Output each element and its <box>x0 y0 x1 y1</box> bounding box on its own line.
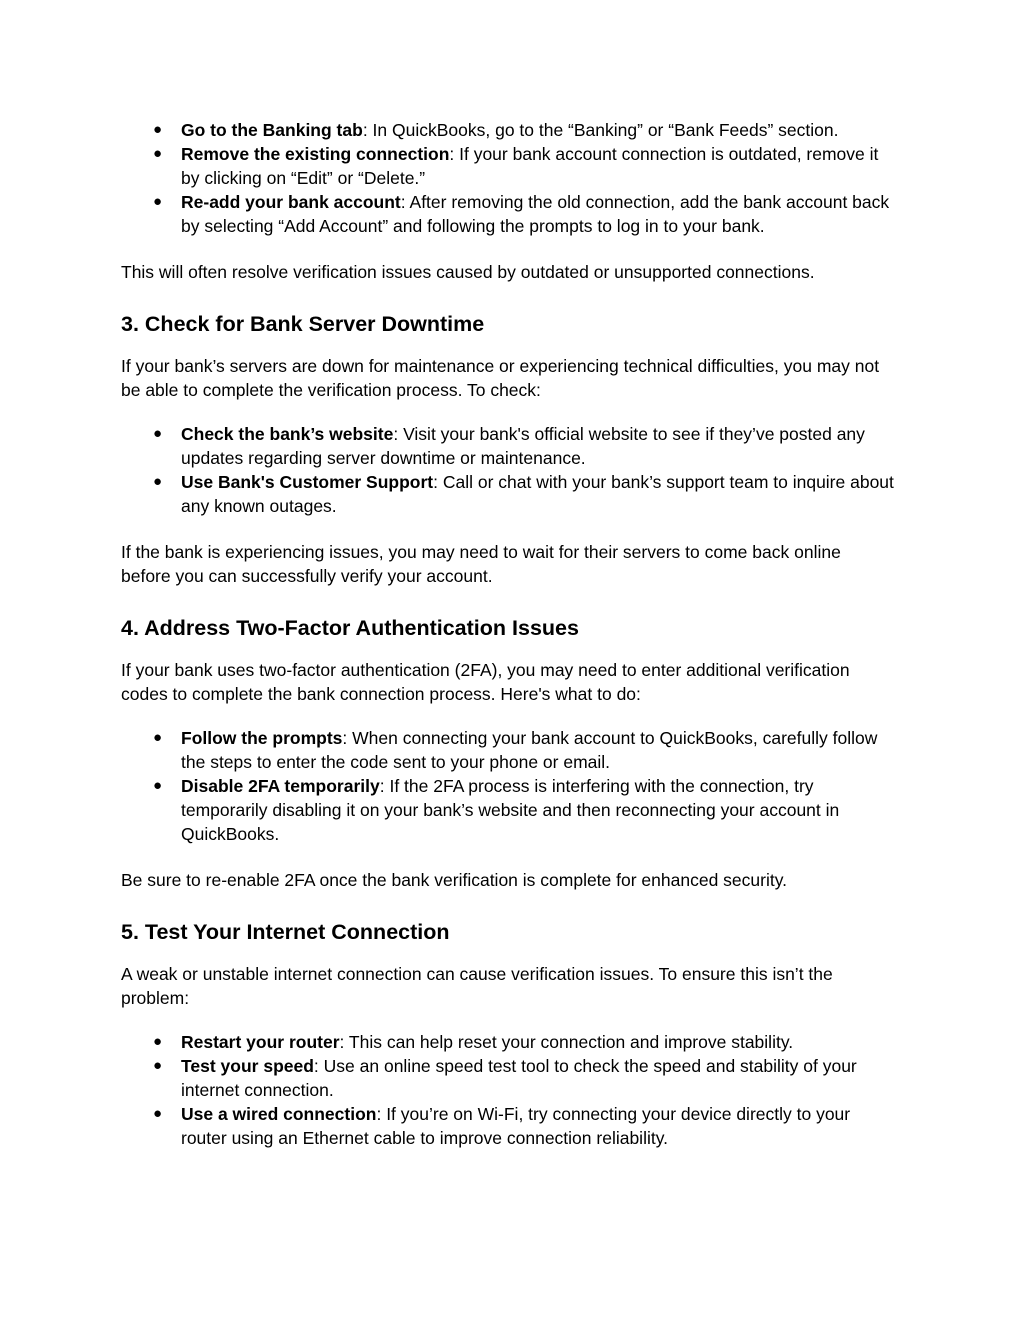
bank-downtime-list <box>121 422 894 518</box>
list-item-text: : After removing the old connection, add the bank account back by selecting “Add Account” and following the prompts to log in to your bank. <box>181 192 890 236</box>
list-item-text: : Call or chat with your bank’s support team to inquire about any known outages. <box>181 472 894 516</box>
list-item <box>153 1102 894 1150</box>
bullet-icon: ● <box>153 1033 163 1050</box>
list-item-title: Remove the existing connection <box>181 144 450 164</box>
list-item-title: Follow the prompts <box>181 728 343 748</box>
bullet-icon: ● <box>153 1057 163 1074</box>
bullet-icon: ● <box>153 1105 163 1122</box>
list-item <box>153 190 894 238</box>
bullet-icon: ● <box>153 425 163 442</box>
list-item-title: Check the bank’s website <box>181 424 394 444</box>
list-item <box>153 1054 894 1102</box>
list-item-text: : If you’re on Wi-Fi, try connecting your device directly to your router using an Ethernet cable to improve connection reliability. <box>181 1104 851 1148</box>
two-factor-list <box>121 726 894 846</box>
paragraph: This will often resolve verification issues caused by outdated or unsupported connections. <box>121 262 815 282</box>
list-item <box>153 726 894 774</box>
list-item-title: Test your speed <box>181 1056 314 1076</box>
list-item-title: Disable 2FA temporarily <box>181 776 380 796</box>
section-heading: 5. Test Your Internet Connection <box>121 920 450 944</box>
paragraph: Be sure to re-enable 2FA once the bank verification is complete for enhanced security. <box>121 870 788 890</box>
list-item-text: : This can help reset your connection and improve stability. <box>339 1032 794 1052</box>
list-item-text: : When connecting your bank account to QuickBooks, carefully follow the steps to enter the code sent to your phone or email. <box>181 728 878 772</box>
bullet-icon: ● <box>153 729 163 746</box>
paragraph: A weak or unstable internet connection can cause verification issues. To ensure this isn’t the problem: <box>121 964 833 1008</box>
list-item <box>153 118 894 142</box>
list-item-text: : Use an online speed test tool to check the speed and stability of your internet connection. <box>181 1056 857 1100</box>
section-heading: 4. Address Two-Factor Authentication Issues <box>121 616 579 640</box>
list-item-title: Use Bank's Customer Support <box>181 472 434 492</box>
bullet-icon: ● <box>153 777 163 794</box>
paragraph: If your bank’s servers are down for maintenance or experiencing technical difficulties, you may not be able to complete the verification process. To check: <box>121 356 880 400</box>
internet-connection-list <box>121 1030 894 1150</box>
bullet-icon: ● <box>153 473 163 490</box>
list-item-title: Go to the Banking tab <box>181 120 363 140</box>
list-item-title: Re-add your bank account <box>181 192 401 212</box>
list-item <box>153 470 894 518</box>
bullet-icon: ● <box>153 145 163 162</box>
list-item-text: : If your bank account connection is outdated, remove it by clicking on “Edit” or “Delete.” <box>181 144 879 188</box>
list-item-text: : In QuickBooks, go to the “Banking” or “Bank Feeds” section. <box>362 120 839 140</box>
paragraph: If your bank uses two-factor authentication (2FA), you may need to enter additional verification codes to complete the bank connection process. Here's what to do: <box>121 660 850 704</box>
list-item-text: : If the 2FA process is interfering with the connection, try temporarily disabling it on your bank’s website and then reconnecting your account in QuickBooks. <box>181 776 840 844</box>
list-item-text: : Visit your bank's official website to see if they’ve posted any updates regarding server downtime or maintenance. <box>181 424 865 468</box>
list-item <box>153 774 894 846</box>
list-item <box>153 142 894 190</box>
bullet-icon: ● <box>153 121 163 138</box>
paragraph: If the bank is experiencing issues, you may need to wait for their servers to come back online before you can successfully verify your account. <box>121 542 841 586</box>
list-item-title: Restart your router <box>181 1032 340 1052</box>
bullet-icon: ● <box>153 193 163 210</box>
section-heading: 3. Check for Bank Server Downtime <box>121 312 485 336</box>
list-item-title: Use a wired connection <box>181 1104 377 1124</box>
banking-steps-list <box>121 118 894 238</box>
list-item <box>153 422 894 470</box>
list-item <box>153 1030 894 1054</box>
